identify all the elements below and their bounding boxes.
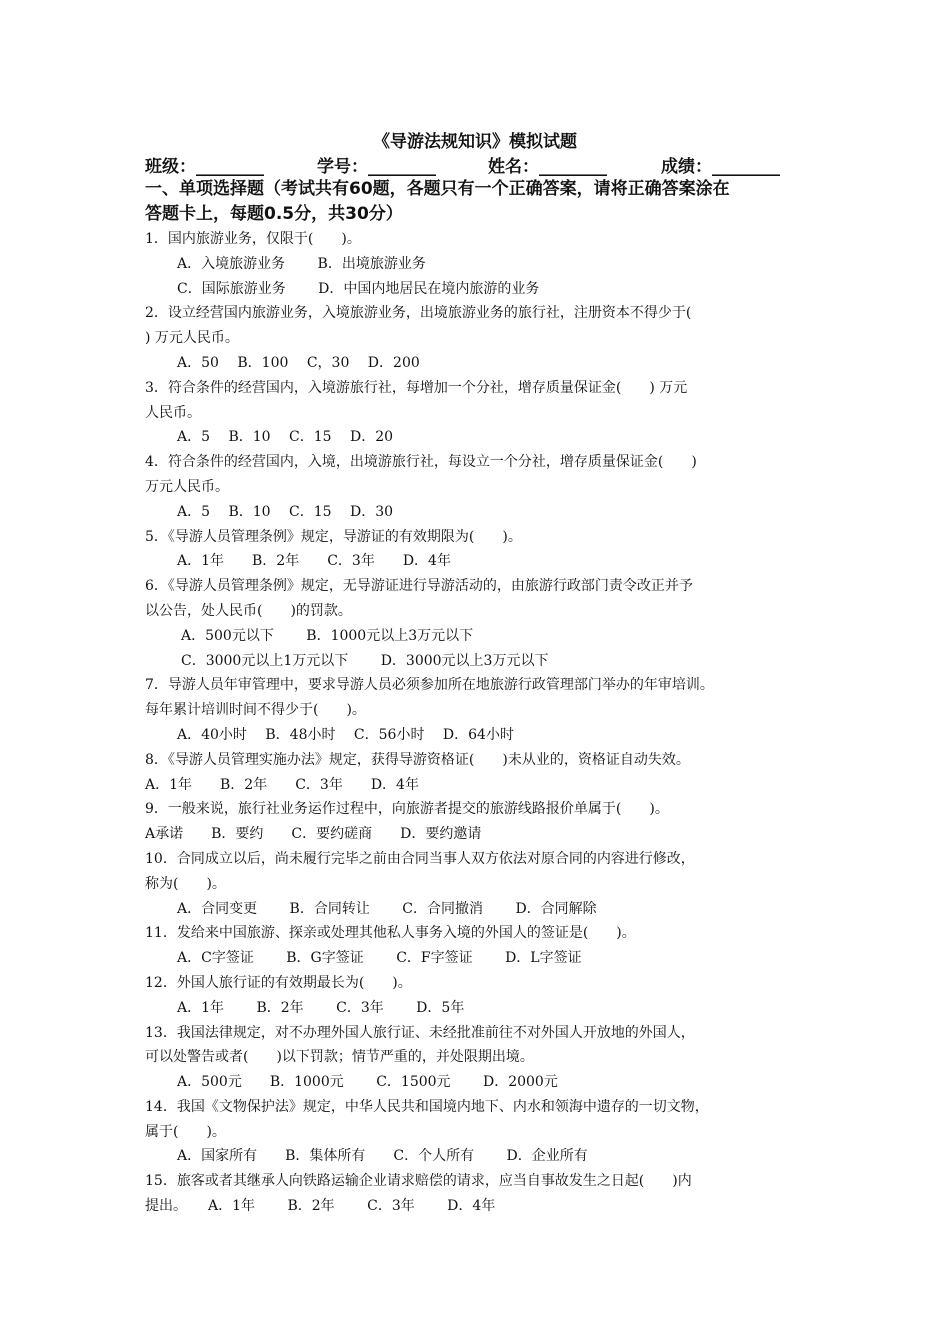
question-line: 12．外国人旅行证的有效期最长为( )。 bbox=[145, 974, 412, 991]
score-field: 成绩：________ bbox=[661, 157, 780, 177]
question-line: 万元人民币。 bbox=[145, 478, 229, 495]
question-line: 2．设立经营国内旅游业务，入境旅游业务，出境旅游业务的旅行社，注册资本不得少于( bbox=[145, 305, 692, 322]
class-field: 班级：________ bbox=[145, 157, 264, 177]
question-line: 以公告，处人民币( )的罚款。 bbox=[145, 602, 352, 619]
option-line: A．5 B．10 C．15 D．20 bbox=[177, 429, 394, 446]
section-heading-line: 一、单项选择题（考试共有60题，各题只有一个正确答案，请将正确答案涂在 bbox=[145, 179, 730, 199]
question-line: ) 万元人民币。 bbox=[145, 330, 239, 347]
question-line: 13．我国法律规定，对不办理外国人旅行证、未经批准前往不对外国人开放地的外国人， bbox=[145, 1024, 695, 1041]
option-line: A．1年 B．2年 C．3年 D．5年 bbox=[177, 999, 465, 1016]
option-line: A．50 B．100 C，30 D．200 bbox=[177, 354, 420, 371]
option-line: C．3000元以上1万元以下 D．3000元以上3万元以下 bbox=[181, 652, 549, 669]
question-line: 可以处警告或者( )以下罚款；情节严重的，并处限期出境。 bbox=[145, 1049, 534, 1066]
option-line: A．1年 B．2年 C．3年 D．4年 bbox=[145, 776, 419, 793]
question-line: 属于( )。 bbox=[145, 1123, 226, 1140]
question-line: 15．旅客或者其继承人向铁路运输企业请求赔偿的请求，应当自事故发生之日起( )内 bbox=[145, 1173, 692, 1190]
option-line: A．入境旅游业务 B．出境旅游业务 bbox=[177, 255, 426, 272]
question-line: 称为( )。 bbox=[145, 875, 226, 892]
question-line: 1．国内旅游业务，仅限于( )。 bbox=[145, 231, 361, 247]
question-line: 8．《导游人员管理实施办法》规定，获得导游资格证( )未从业的，资格证自动失效。 bbox=[145, 751, 690, 768]
question-line: 3．符合条件的经营国内，入境游旅行社，每增加一个分社，增存质量保证金( ) 万元 bbox=[145, 379, 688, 396]
question-line: 4．符合条件的经营国内，入境，出境游旅行社，每设立一个分社，增存质量保证金( ) bbox=[145, 454, 697, 471]
option-line: A．500元以下 B．1000元以上3万元以下 bbox=[181, 627, 474, 644]
option-line: A承诺 B．要约 C．要约磋商 D．要约邀请 bbox=[145, 826, 482, 843]
question-line: 6．《导游人员管理条例》规定，无导游证进行导游活动的，由旅游行政部门责令改正并予 bbox=[145, 578, 693, 595]
section-heading-line: 答题卡上，每题0.5分，共30分） bbox=[145, 204, 403, 224]
question-line: 11．发给来中国旅游、探亲或处理其他私人事务入境的外国人的签证是( )。 bbox=[145, 925, 636, 942]
option-line: A．500元 B．1000元 C．1500元 D．2000元 bbox=[177, 1074, 558, 1091]
option-line: A．C字签证 B．G字签证 C．F字签证 D．L字签证 bbox=[177, 950, 582, 967]
question-line: 9．一般来说，旅行社业务运作过程中，向旅游者提交的旅游线路报价单属于( )。 bbox=[145, 801, 669, 818]
option-line: A．国家所有 B．集体所有 C．个人所有 D．企业所有 bbox=[177, 1148, 588, 1165]
page-title: 《导游法规知识》模拟试题 bbox=[373, 132, 577, 152]
section-heading bbox=[145, 177, 810, 227]
option-line: C．国际旅游业务 D．中国内地居民在境内旅游的业务 bbox=[177, 280, 540, 297]
question-line: 提出。 A．1年 B．2年 C．3年 D．4年 bbox=[145, 1198, 496, 1215]
question-line: 5．《导游人员管理条例》规定，导游证的有效期限为( )。 bbox=[145, 528, 522, 545]
student-info-row bbox=[145, 152, 805, 178]
question-line: 每年累计培训时间不得少于( )。 bbox=[145, 702, 366, 719]
student-id-field: 学号：________ bbox=[317, 157, 436, 177]
question-line: 14．我国《文物保护法》规定，中华人民共和国境内地下、内水和领海中遗存的一切文物， bbox=[145, 1098, 709, 1115]
option-line: A．1年 B．2年 C．3年 D．4年 bbox=[177, 553, 451, 570]
question-line: 7．导游人员年审管理中，要求导游人员必须参加所在地旅游行政管理部门举办的年审培训。 bbox=[145, 677, 714, 694]
option-line: A．5 B．10 C．15 D．30 bbox=[177, 503, 394, 520]
option-line: A．40小时 B．48小时 C．56小时 D．64小时 bbox=[177, 726, 514, 743]
question-list bbox=[145, 227, 815, 1219]
name-field: 姓名：________ bbox=[488, 157, 607, 177]
question-line: 10．合同成立以后，尚未履行完毕之前由合同当事人双方依法对原合同的内容进行修改， bbox=[145, 850, 695, 867]
option-line: A．合同变更 B．合同转让 C．合同撤消 D．合同解除 bbox=[177, 900, 597, 917]
question-line: 人民币。 bbox=[145, 404, 201, 421]
